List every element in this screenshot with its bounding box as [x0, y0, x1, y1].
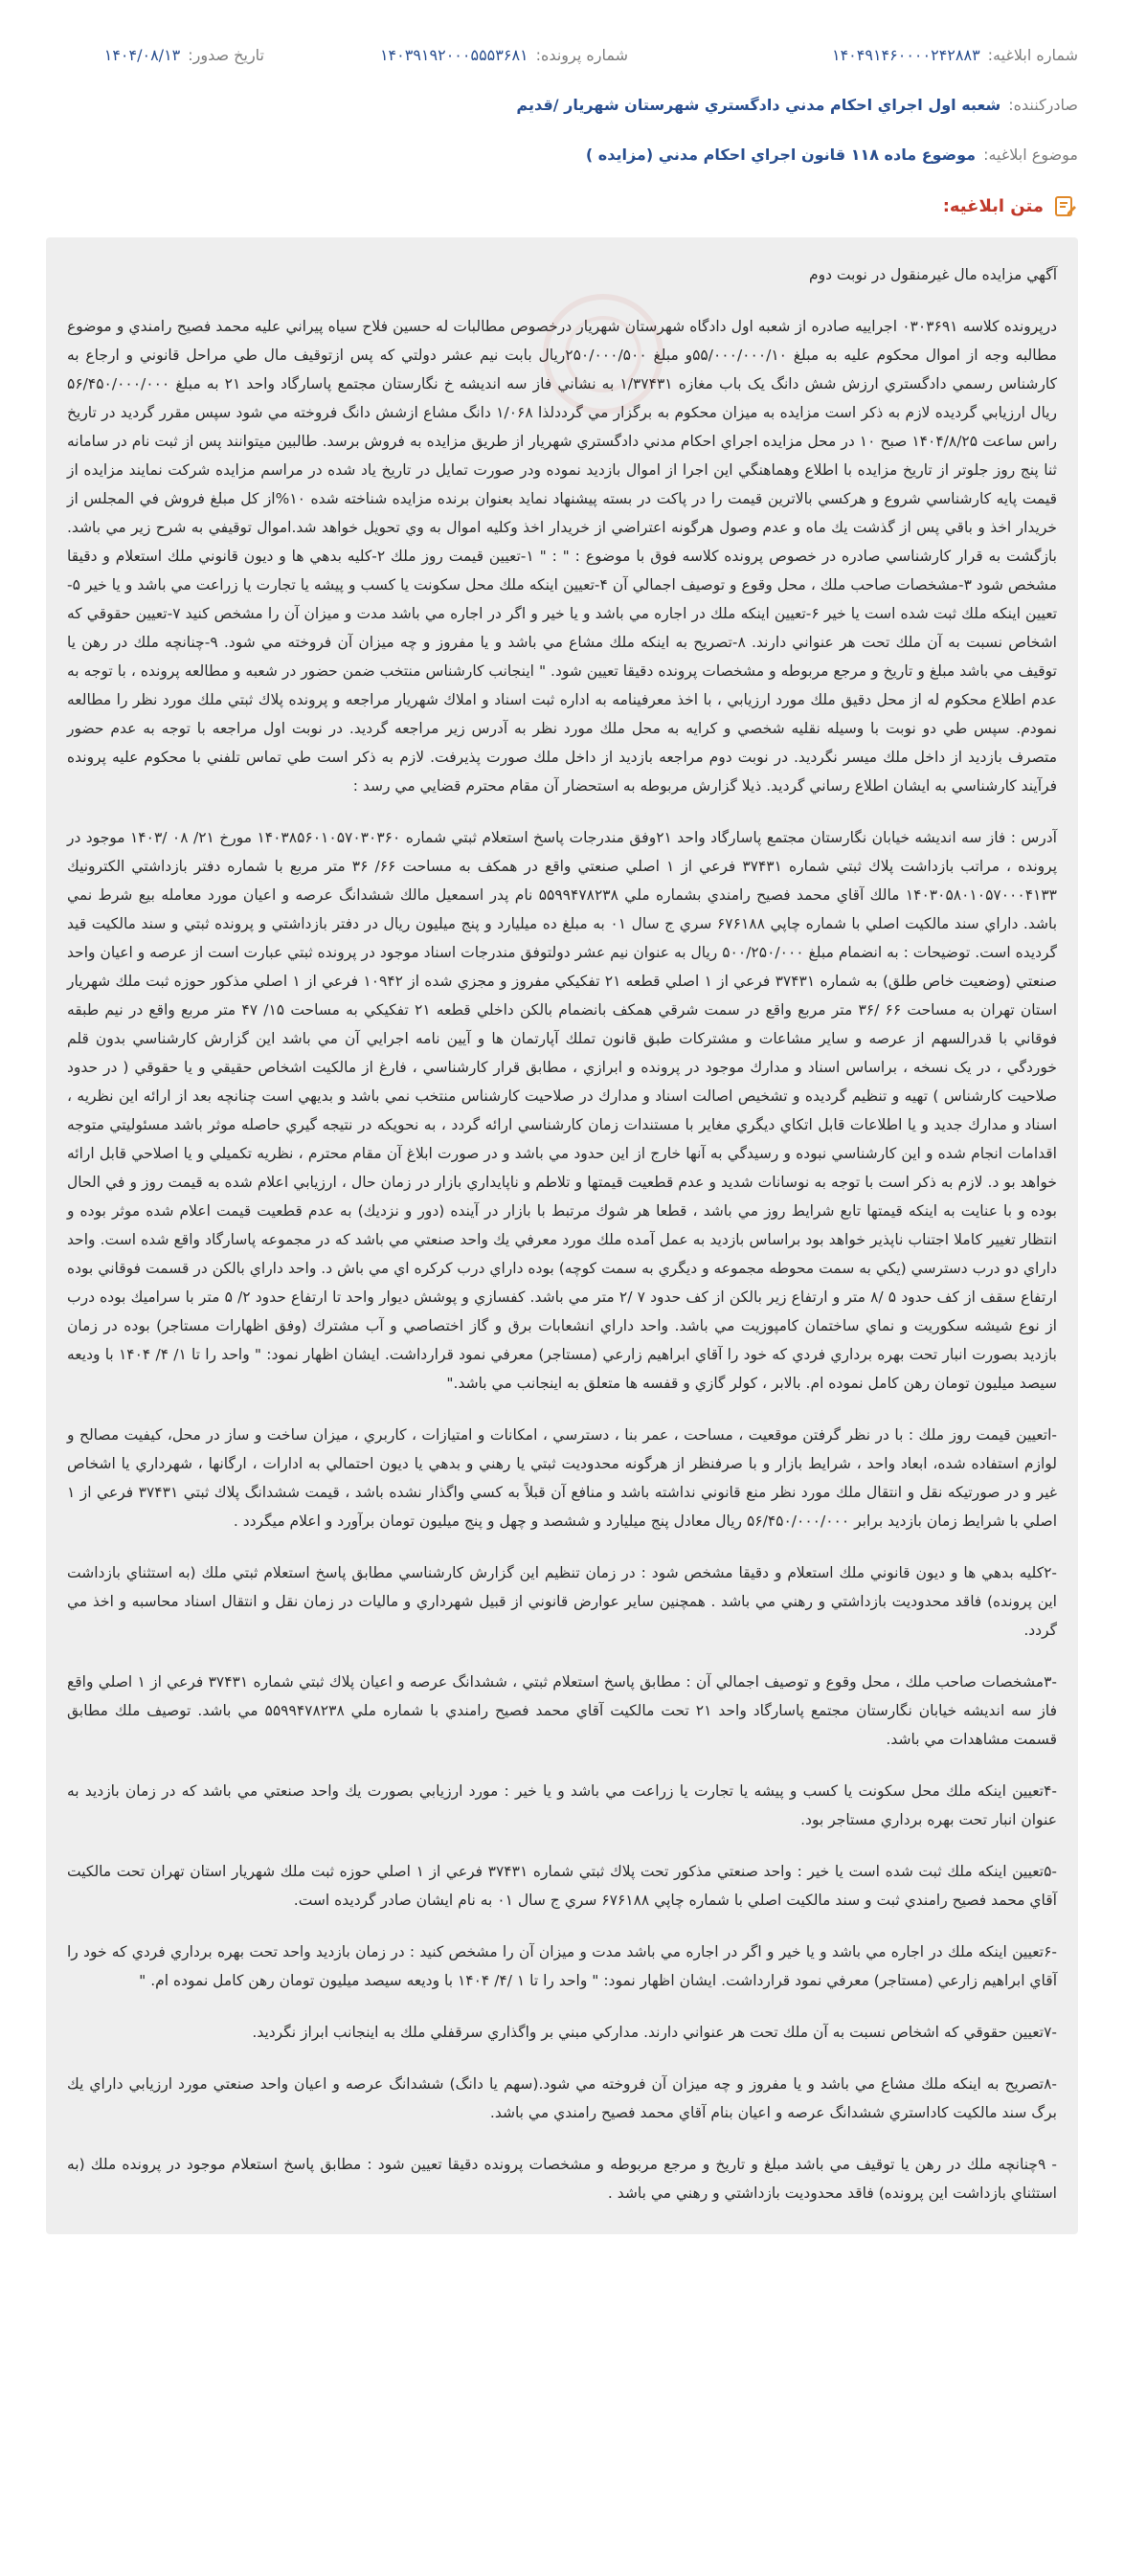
paragraph-intro: درپرونده كلاسه ۰۳۰۳۶۹۱ اجراييه صادره از شعبه اول دادگاه شهرستان شهريار درخصوص مطالبات له حسين فلاح سياه پيراني عليه محمد فصيح رامندي و موضوع مطالبه وجه از اموال محكوم عليه به مبلغ ۵۵/۰۰۰/۰۰۰/۱۰و مبلغ ۲۵۰/۰۰۰/۵۰۰ريال بابت نيم عشر دولتي كه پس ازتوقيف مال طي مراحل قانوني و ارجاع به كارشناس رسمي دادگستري ارزش شش دانگ يک باب مغازه ۱/۳۷۴۳۱ به نشاني فاز سه انديشه خ نگارستان مجتمع پاسارگاد واحد ۲۱ به مبلغ ۵۶/۴۵۰/۰۰۰/۰۰۰ ريال ارزيابي گرديده لازم به ذكر است مزايده به ميزان محكوم به برگزار مي گرددلذا ۱/۰۶۸ دانگ مشاع ازشش دانگ فروخته مي شود سپس مقرر گرديد در تاريخ راس ساعت ۱۴۰۴/۸/۲۵ صبح ۱۰ در محل مزايده اجراي احكام مدني دادگستري شهريار از طريق مزايده به فروش برسد. طالبين ميتوانند پس از ثبت نام در سامانه ثنا پنج روز جلوتر از تاريخ مزايده با اطلاع وهماهنگي اين اجرا از اموال بازديد نموده ودر صورت تمايل در تاريخ ياد شده در مراسم مزايده شركت نمايند مزايده از قيمت پايه كارشناسي شروع و هركسي بالاترين قيمت را در پاكت در بسته پيشنهاد نمايد بعنوان برنده مزايده شناخته شده ۱۰%از كل مبلغ فروش في المجلس از خريدار اخذ و باقي پس از گذشت يك ماه و عدم وصول هرگونه اعتراضي از خريدار اخذ وكليه اموال به وي تحويل خواهد شد.اموال توقيفي به شرح زير مي باشد. بازگشت به قرار كارشناسي صادره در خصوص پرونده كلاسه فوق با موضوع : " : " ۱-تعيين قيمت روز ملك ۲-كليه بدهي ها و ديون قانوني ملك استعلام و دقيقا مشخص شود ۳-مشخصات صاحب ملك ، محل وقوع و توصيف اجمالي آن ۴-تعيين اينكه ملك محل سكونت يا كسب و پيشه يا تجارت يا زراعت مي باشد و يا خير ۵-تعيين اينكه ملك ثبت شده است يا خير ۶-تعيين اينكه ملك در اجاره مي باشد و يا خير و اگر در اجاره مي باشد مدت و ميزان آن را مشخص كنيد ۷-تعيين حقوقي كه اشخاص نسبت به آن ملك تحت هر عنواني دارند. ۸-تصريح به اينكه ملك مشاع مي باشد و يا مفروز و چه ميزان آن فروخته مي شود. ۹-چنانچه ملك در رهن يا توقيف مي باشد مبلغ و تاريخ و مرجع مربوطه و مشخصات پرونده دقيقا تعيين شود. " اينجانب كارشناس منتخب ضمن حضور در شعبه و مطالعه پرونده ، با توجه به عدم اطلاع محكوم له از محل دقيق ملك مورد ارزيابي ، با اخذ معرفينامه به اداره ثبت اسناد و املاك شهريار مراجعه و پرونده پلاك ثبتي ملك مورد نظر را مطالعه نمودم. سپس طي دو نوبت با وسيله نقليه شخصي و كرايه به محل ملك مورد نظر به آدرس زير مراجعه گرديد. در نوبت اول مراجعه با توجه به عدم حضور متصرف بازديد از داخل ملك ميسر نگرديد. در نوبت دوم مراجعه بازديد از داخل ملك صورت پذيرفت. لازم به ذكر است طي تماس تلفني با محكوم عليه پرونده فرآيند كارشناسي به ايشان اطلاع رساني گرديد. ذيلا گزارش مربوطه به استحضار آن مقام محترم قضايي مي رسد : [67, 318, 1058, 795]
issuer-value: شعبه اول اجراي احكام مدني دادگستري شهرستان شهريار /قديم [516, 96, 1001, 114]
issuer-row [46, 94, 1078, 117]
paragraph-item-5: -۵تعيين اينكه ملك ثبت شده است يا خير : واحد صنعتي مذكور تحت پلاك ثبتي شماره ۳۷۴۳۱ فرعي از ۱ اصلي حوزه ثبت ملك شهريار استان تهران تحت مالكيت آقاي محمد فصيح رامندي ثبت و سند مالكيت اصلي با شماره چاپي ۶۷۶۱۸۸ سري ج سال ۰۱ به نام ايشان صادر گرديده است. [67, 1863, 1057, 1909]
notice-heading: آگهي مزايده مال غيرمنقول در نوبت دوم [809, 266, 1057, 283]
paragraph-item-9: - ۹چنانچه ملك در رهن يا توقيف مي باشد مبلغ و تاريخ و مرجع مربوطه و مشخصات پرونده دقيقا تعيين شود : مطابق پاسخ استعلام موجود در پرونده ملك (به استثناي بازداشت اين پرونده) فاقد محدوديت بازداشتي و رهني مي باشد . [67, 2156, 1057, 2202]
paragraph-item-1: -اتعيين قيمت روز ملك : با در نظر گرفتن موقعيت ، مساحت ، عمر بنا ، دسترسي ، امكانات و امتيازات ، كاربري ، ميزان ساخت و ساز در محل، كيفيت مصالح و لوازم استفاده شده، ابعاد واحد ، شرايط بازار و با صرفنظر از هرگونه محدوديت ثبتي يا رهني و بدهي يا ديون احتمالي به ادارات ، ارگانها ، شهرداري يا اشخاص غير و در صورتيكه نقل و انتقال ملك مورد نظر منع قانوني نداشته باشد و منافع آن قبلاً به كسي واگذار نشده باشد ، قيمت ششدانگ پلاك ثبتي ۳۷۴۳۱ فرعي از ۱ اصلي با شرايط زمان بازديد برابر ۵۶/۴۵۰/۰۰۰/۰۰۰ ريال معادل پنج ميليارد و ششصد و چهل و پنج ميليون تومان برآورد و اعلام ميگردد . [67, 1426, 1057, 1530]
notice-text-box [46, 237, 1078, 2234]
notice-number [628, 44, 1078, 67]
notice-text-header [46, 193, 1078, 218]
issue-date-value: ۱۴۰۴/۰۸/۱۳ [103, 46, 181, 64]
case-number-value: ۱۴۰۳۹۱۹۲۰۰۰۵۵۵۳۶۸۱ [379, 46, 528, 64]
paragraph-address: آدرس : فاز سه انديشه خيابان نگارستان مجتمع پاسارگاد واحد ۲۱وفق مندرجات پاسخ استعلام ثبتي شماره ۱۴۰۳۸۵۶۰۱۰۵۷۰۳۰۳۶۰ مورخ ۲۱/ ۰۸ /۱۴۰۳ موجود در پرونده ، مراتب بازداشت پلاك ثبتي شماره ۳۷۴۳۱ فرعي از ۱ اصلي صنعتي واقع در همكف به مساحت ۶۶/ ۳۶ متر مربع با شماره دفتر بازداشتي الكترونيك ۱۴۰۳۰۵۸۰۱۰۵۷۰۰۰۴۱۳۳ مالك آقاي محمد فصيح رامندي بشماره ملي ۵۵۹۹۴۷۸۲۳۸ نام پدر اسمعيل مالك ششدانگ عرصه و اعيان مورد معامله بيع شرط نمي باشد. داراي سند مالكيت اصلي با شماره چاپي ۶۷۶۱۸۸ سري ج سال ۰۱ به مبلغ ده ميليارد و پنج ميليون ريال در دفتر بازداشتي و پرونده ثبتي و سند مالكيت قيد گرديده است. توضيحات : به انضمام مبلغ ۵۰۰/۲۵۰/۰۰۰ ريال به عنوان نيم عشر دولتوفق مندرجات اسناد موجود در پرونده ثبتي عبارت است از عرصه و اعيان واحد صنعتي (وضعيت خاص طلق) به شماره ۳۷۴۳۱ فرعي از ۱ اصلي قطعه ۲۱ تفكيكي مفروز و مجزي شده از ۱۰۹۴۲ فرعي از ۱ اصلي مذكور حوزه ثبت ملك شهريار استان تهران به مساحت ۶۶ /۳۶ متر مربع واقع در سمت شرقي همكف بانضمام بالكن داخلي قطعه ۲۱ تفكيكي به مساحت ۱۵/ ۴۷ متر مربع واقع در نيم طبقه فوقاني با قدرالسهم از عرصه و ساير مشاعات و مشتركات طبق قانون تملك آپارتمان ها و آيين نامه اجرايي آن مي باشد اين گزارش كارشناسي بدون قلم خوردگي ، در يک نسخه ، براساس اسناد و مدارك موجود در پرونده و ابرازي ، مطابق قرار كارشناسي ، فارغ از مالكيت اشخاص حقيقي و يا حقوقي ( در حدود صلاحيت كارشناس ) تهيه و تنظيم گرديده و تشخيص اصالت اسناد و مدارك در صلاحيت كارشناس منتخب نمي باشد و بديهي است چنانچه بعد از ارائه اين نظريه ، اسناد و مدارك جديد و يا اطلاعات قابل اتكاي ديگري مغاير با مستندات زمان كارشناسي ارائه گردد ، به نحويكه در نتيجه گيري حاصله موثر باشد مسئوليتي متوجه اقدامات انجام شده و اين كارشناسي نبوده و رسيدگي به آنها خارج از اين حدود مي باشد و در صورت ابلاغ آن مقام محترم ، نظريه تكميلي و يا اصلاحي قابل ارائه خواهد بو د. لازم به ذكر است با توجه به نوسانات شديد و عدم قطعيت قيمتها و تلاطم و ناپايداري بازار در زمان حال ، ارزيابي اعلام شده به قيمت روز و في الحال بوده و با عنايت به اينكه قيمتها تابع شرايط روز مي باشد ، قطعا هر شوك مرتبط با بازار در آينده (دور و نزديك) به عدم قطعيت قيمت اعلام شده موثر بوده و انتظار تغيير كاملا اجتناب ناپذير خواهد بود براساس بازديد به عمل آمده ملك مورد معرفي يك واحد صنعتي مي باشد كه در مجموعه پاسارگاد واقع شده است. واحد داراي دو درب دسترسي (يكي به سمت محوطه مجموعه و ديگري به سمت كوچه) بوده داراي درب كركره اي مي باش د. واحد داراي بالكن در قسمت فوقاني بوده ارتفاع سقف از كف حدود ۵ /۸ متر و ارتفاع زير بالكن از كف حدود ۷ /۲ متر مي باشد. كفسازي و پوشش ديوار واحد تا ارتفاع حدود ۲/ ۵ متر با سراميك بوده درب از نوع شيشه سكوريت و نماي ساختمان كامپوزيت مي باشد. واحد داراي انشعابات برق و گاز اختصاصي و آب مشترك (وفق اظهارات مستاجر) بوده در زمان بازديد بصورت انبار تحت بهره برداري فردي كه خود را آقاي ابراهيم زارعي (مستاجر) معرفي نمود قرارداشت. ايشان اظهار نمود: " واحد را تا ۱/ ۴/ ۱۴۰۴ با وديعه سيصد ميليون تومان رهن كامل نموده ام. بالابر ، كولر گازي و قفسه ها متعلق به اينجانب مي باشد." [67, 829, 1058, 1392]
issue-date [104, 44, 264, 67]
paragraph-item-4: -۴تعيين اينكه ملك محل سكونت يا كسب و پيشه يا تجارت يا زراعت مي باشد و يا خير : مورد ارزيابي بصورت يك واحد صنعتي مي باشد كه در زمان بازديد به عنوان انبار تحت بهره برداري مستاجر بود. [67, 1782, 1057, 1828]
subject-label: موضوع ابلاغيه: [983, 146, 1078, 164]
paragraph-item-6: -۶تعيين اينكه ملك در اجاره مي باشد و يا خير و اگر در اجاره مي باشد مدت و ميزان آن را مشخص كنيد : در زمان بازديد واحد تحت بهره برداري فردي كه خود را آقاي ابراهيم زارعي (مستاجر) معرفي نمود قرارداشت. ايشان اظهار نمود: " واحد را تا ۱ /۴/ ۱۴۰۴ با وديعه سيصد ميليون تومان رهن كامل نموده ام. " [67, 1943, 1057, 1989]
notice-number-label: شماره ابلاغيه: [987, 46, 1078, 64]
notice-text-title: متن ابلاغيه: [942, 195, 1044, 216]
document-edit-icon [1053, 193, 1078, 218]
issue-date-label: تاريخ صدور: [188, 46, 264, 64]
paragraph-item-7: -۷تعيين حقوقي كه اشخاص نسبت به آن ملك تحت هر عنواني دارند. مداركي مبني بر واگذاري سرقفلي ملك به اينجانب ابراز نگرديد. [252, 2024, 1057, 2041]
case-number [264, 44, 628, 67]
subject-row [46, 144, 1078, 167]
subject-value: موضوع ماده ۱۱۸ قانون اجراي احكام مدني (مزايده ) [585, 146, 977, 164]
paragraph-item-8: -۸تصريح به اينكه ملك مشاع مي باشد و يا مفروز و چه ميزان آن فروخته مي شود.(سهم يا دانگ) ششدانگ عرصه و اعيان واحد صنعتي مورد ارزيابي داراي يك برگ سند مالكيت كاداستري ششدانگ عرصه و اعيان بنام آقاي محمد فصيح رامندي مي باشد. [67, 2075, 1057, 2121]
notice-number-value: ۱۴۰۴۹۱۴۶۰۰۰۰۲۴۲۸۸۳ [831, 46, 980, 64]
case-number-label: شماره پرونده: [535, 46, 628, 64]
issuer-label: صادرکننده: [1008, 96, 1078, 114]
notice-meta-row [46, 44, 1078, 67]
paragraph-item-2: -۲كليه بدهي ها و ديون قانوني ملك استعلام و دقيقا مشخص شود : در زمان تنظيم اين گزارش كارشناسي مطابق پاسخ استعلام ثبتي ملك (به استثناي بازداشت اين پرونده) فاقد محدوديت بازداشتي و رهني مي باشد . همچنين ساير عوارض قانوني از قبيل شهرداري و ماليات در زمان نقل و انتقال اسناد محاسبه و اخذ مي گردد. [67, 1564, 1057, 1639]
paragraph-item-3: -۳مشخصات صاحب ملك ، محل وقوع و توصيف اجمالي آن : مطابق پاسخ استعلام ثبتي ، ششدانگ عرصه و اعيان پلاك ثبتي شماره ۳۷۴۳۱ فرعي از ۱ اصلي واقع فاز سه انديشه خيابان نگارستان مجتمع پاسارگاد واحد ۲۱ تحت مالكيت آقاي محمد فصيح رامندي با شماره ملي ۵۵۹۹۴۷۸۲۳۸ مي باشد. توصيف ملك مطابق قسمت مشاهدات مي باشد. [67, 1673, 1058, 1748]
